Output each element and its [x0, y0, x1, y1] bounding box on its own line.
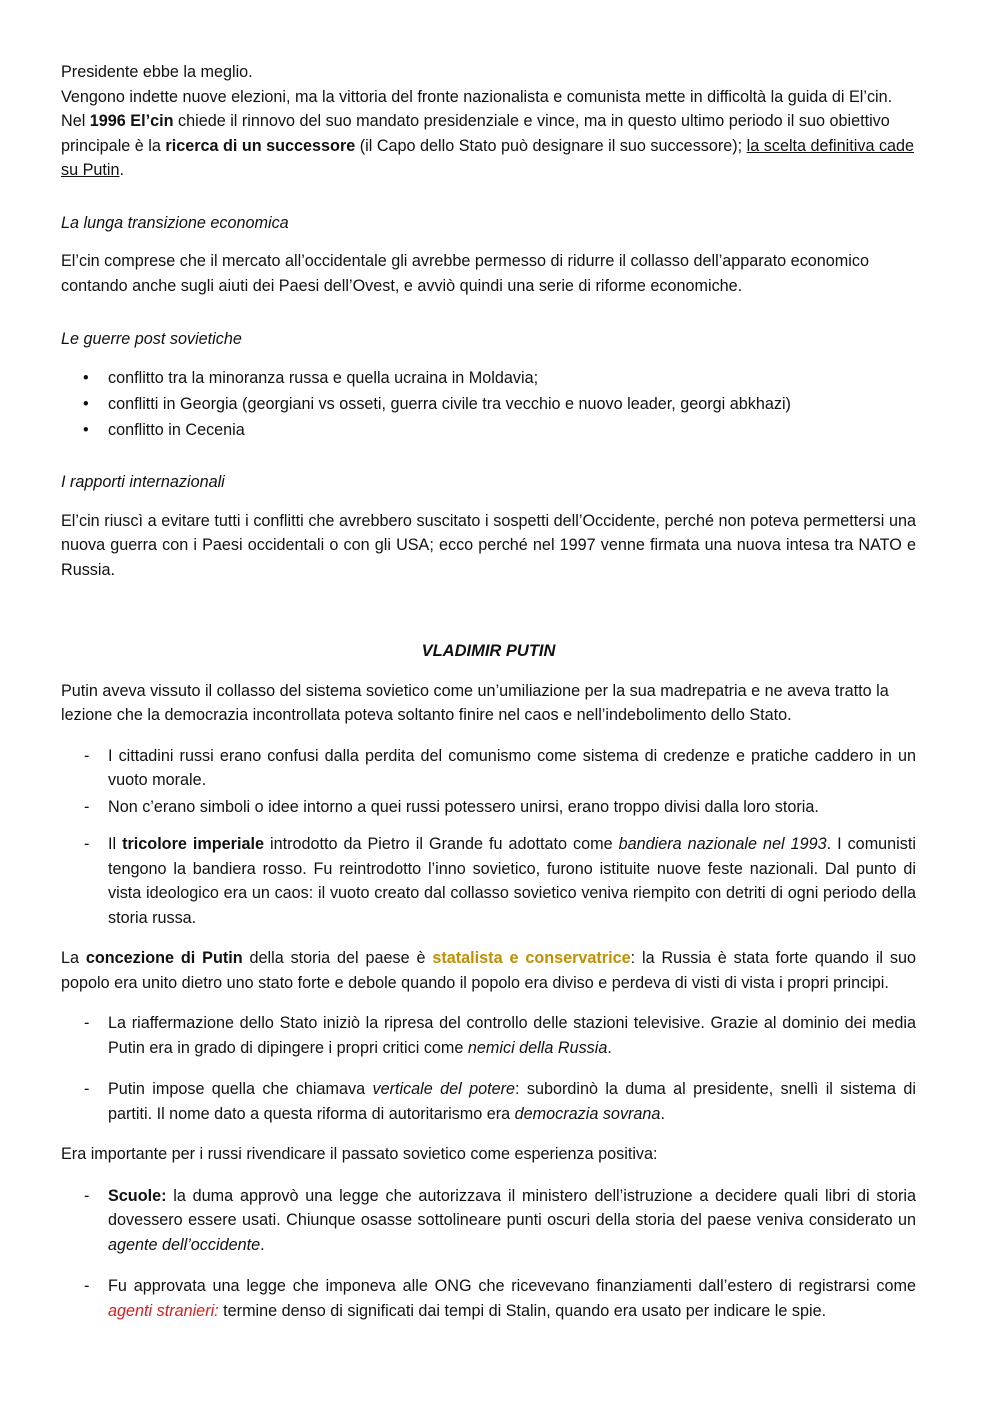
- list-item: [61, 1011, 916, 1060]
- concezione-paragraph: [61, 946, 916, 995]
- text-run: chiede il rinnovo del suo mandato presidenziale e vince, ma in questo ultimo periodo il suo obiettivo principale è la: [61, 112, 890, 155]
- list-item: [61, 1077, 916, 1126]
- italic-run-democrazia: democrazia sovrana: [514, 1104, 661, 1123]
- dash-marker: -: [84, 1277, 90, 1295]
- list-item: [61, 366, 916, 391]
- text-run: termine denso di significati dai tempi di Stalin, quando era usato per indicare le spie.: [218, 1301, 827, 1320]
- list-item-text: conflitti in Georgia (georgiani vs osseti, guerra civile tra vecchio e nuovo leader, georgi abkhazi): [108, 394, 791, 413]
- page-content: [61, 60, 916, 1323]
- bullet-marker: •: [83, 368, 89, 387]
- dash-marker: -: [84, 1186, 90, 1205]
- dash-marker: -: [84, 1080, 90, 1098]
- highlight-run-agenti-stranieri: agenti stranieri:: [108, 1301, 219, 1320]
- section-title-putin: VLADIMIR PUTIN: [421, 642, 556, 660]
- intro-line-2: Vengono indette nuove elezioni, ma la vittoria del fronte nazionalista e comunista mette in difficoltà la guida di El’cin.: [61, 87, 893, 106]
- intro-paragraph-successor: [61, 109, 916, 183]
- dash-marker: -: [84, 1014, 90, 1032]
- text-run: Fu approvata una legge che imponeva alle ONG che ricevevano finanziamenti dall’estero di registrarsi come: [108, 1277, 916, 1295]
- list-item-text: conflitto in Cecenia: [108, 420, 245, 439]
- intro-line-1: Presidente ebbe la meglio.: [61, 63, 253, 81]
- text-run: .: [260, 1235, 265, 1254]
- text-run: Nel: [61, 112, 90, 130]
- list-item-text: Il: [108, 835, 123, 853]
- text-run: .: [119, 161, 124, 179]
- text-run: La: [61, 949, 86, 967]
- guerre-list: [61, 366, 916, 443]
- italic-run-agente: agente dell’occidente: [108, 1235, 261, 1254]
- passato-paragraph: Era importante per i russi rivendicare il passato sovietico come esperienza positiva:: [61, 1145, 658, 1163]
- bold-run-1996: 1996 El’cin: [89, 112, 174, 130]
- list-item: [61, 1274, 916, 1323]
- bold-run-concezione: concezione di Putin: [85, 949, 243, 967]
- list-item-text: Non c’erano simboli o idee intorno a quei russi potessero unirsi, erano troppo divisi dalla loro storia.: [108, 797, 819, 816]
- section-heading-guerre: Le guerre post sovietiche: [61, 330, 242, 348]
- putin-list-1: [61, 744, 916, 931]
- text-run: : subordinò la duma al presidente, snellì il sistema di partiti. Il nome dato a questa riforma di autoritarismo era: [108, 1080, 916, 1123]
- list-item-text: conflitto tra la minoranza russa e quella ucraina in Moldavia;: [108, 368, 539, 387]
- putin-list-3: [61, 1184, 916, 1324]
- highlight-run-statalista: statalista e conservatrice: [432, 949, 631, 967]
- list-item: [61, 392, 916, 417]
- list-item: [61, 744, 916, 793]
- putin-intro-paragraph: Putin aveva vissuto il collasso del sistema sovietico come un’umiliazione per la sua madrepatria e ne aveva tratto la lezione che la democrazia incontrollata poteva soltanto finire nel caos e nell’indebolimento dello Stato.: [61, 681, 889, 724]
- italic-run-nemici: nemici della Russia: [467, 1038, 608, 1057]
- bold-run-successore: ricerca di un successore: [165, 136, 356, 155]
- dash-marker: -: [84, 746, 90, 765]
- economia-paragraph: El’cin comprese che il mercato all’occidentale gli avrebbe permesso di ridurre il collasso dell’apparato economico contando anche sugli aiuti dei Paesi dell’Ovest, e avviò quindi una serie di riforme economiche.: [61, 252, 869, 295]
- list-item: [61, 418, 916, 443]
- underlined-run-putin: la scelta definitiva cade su Putin: [61, 136, 915, 179]
- text-run: (il Capo dello Stato può designare il suo successore);: [355, 136, 747, 155]
- text-run: Putin impose quella che chiamava: [108, 1080, 373, 1098]
- list-item: [61, 795, 916, 820]
- text-run: : la Russia è stata forte quando il suo popolo era unito dietro uno stato forte e debole quando il popolo era diviso e perdeva di visti di vista i propri principi.: [61, 949, 916, 992]
- bullet-marker: •: [83, 394, 89, 413]
- text-run: .: [607, 1038, 612, 1057]
- text-run: . I comunisti tengono la bandiera rosso. Fu reintrodotto l’inno sovietico, furono istituite nuove feste nazionali. Dal punto di vista ideologico era un caos: il vuoto creato dal collasso sovietico veniva riempito con detriti di ogni periodo della storia russa.: [108, 835, 916, 927]
- bold-run-scuole: Scuole:: [108, 1186, 167, 1205]
- italic-run-verticale: verticale del potere: [372, 1080, 515, 1098]
- list-item-text: I cittadini russi erano confusi dalla perdita del comunismo come sistema di credenze e pratiche caddero in un vuoto morale.: [108, 746, 916, 789]
- list-item: [61, 832, 916, 930]
- text-run: .: [660, 1104, 665, 1123]
- section-heading-economia: La lunga transizione economica: [61, 213, 289, 232]
- section-heading-rapporti: I rapporti internazionali: [61, 473, 225, 491]
- rapporti-paragraph: El’cin riuscì a evitare tutti i conflitti che avrebbero suscitato i sospetti dell’Occidente, perché non poteva permettersi una nuova guerra con i Paesi occidentali o con gli USA; ecco perché nel 1997 venne firmata una nuova intesa tra NATO e Russia.: [61, 511, 916, 579]
- list-item: [61, 1184, 916, 1258]
- putin-list-2: [61, 1011, 916, 1126]
- dash-marker: -: [84, 835, 90, 853]
- text-run: introdotto da Pietro il Grande fu adottato come: [263, 835, 619, 853]
- bold-run-tricolore: tricolore imperiale: [122, 835, 264, 853]
- text-run: la duma approvò una legge che autorizzava il ministero dell’istruzione a decidere quali libri di storia dovessero essere usati. Chiunque osasse sottolineare punti oscuri della storia del paese veniva considerato un: [108, 1186, 916, 1229]
- dash-marker: -: [84, 797, 90, 816]
- bullet-marker: •: [83, 420, 89, 439]
- text-run: La riaffermazione dello Stato iniziò la ripresa del controllo delle stazioni televisive. Grazie al dominio dei media Putin era in grado di dipingere i propri critici come: [108, 1014, 916, 1057]
- text-run: della storia del paese è: [242, 949, 433, 967]
- italic-run-bandiera: bandiera nazionale nel 1993: [618, 835, 827, 853]
